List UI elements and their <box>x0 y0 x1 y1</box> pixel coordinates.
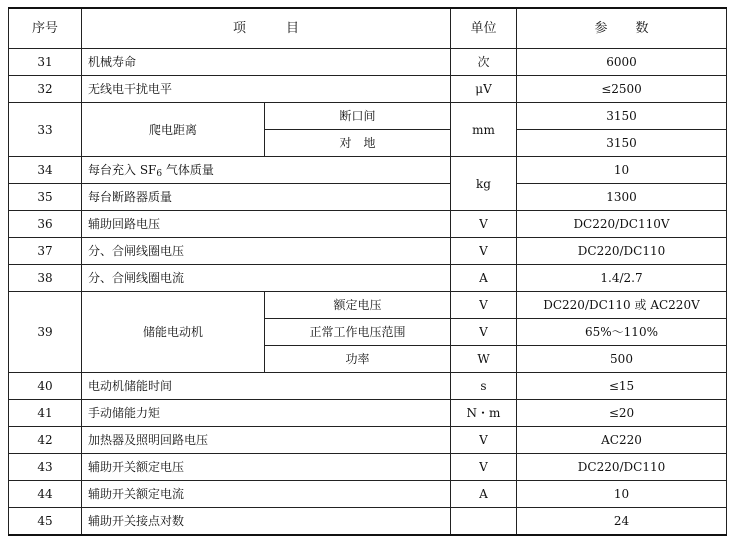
table-row <box>9 427 727 454</box>
row-subitem: 功率 <box>265 346 451 373</box>
row-no: 38 <box>9 265 82 292</box>
row-item: 储能电动机 <box>82 292 265 373</box>
table-row <box>9 184 727 211</box>
table-row <box>9 238 727 265</box>
row-no: 42 <box>9 427 82 454</box>
table-row <box>9 454 727 481</box>
row-item: 分、合闸线圈电流 <box>82 265 451 292</box>
row-unit: A <box>451 265 517 292</box>
row-no: 44 <box>9 481 82 508</box>
row-unit: kg <box>451 157 517 211</box>
row-subitem: 正常工作电压范围 <box>265 319 451 346</box>
row-value: AC220 <box>517 427 727 454</box>
row-no: 34 <box>9 157 82 184</box>
row-unit: N・m <box>451 400 517 427</box>
row-item: 辅助回路电压 <box>82 211 451 238</box>
table-row <box>9 103 727 130</box>
row-unit: V <box>451 319 517 346</box>
row-value: 65%～110% <box>517 319 727 346</box>
row-item: 辅助开关额定电压 <box>82 454 451 481</box>
row-no: 36 <box>9 211 82 238</box>
row-unit: V <box>451 427 517 454</box>
row-value: 1300 <box>517 184 727 211</box>
row-unit <box>451 508 517 536</box>
table-row <box>9 265 727 292</box>
header-item: 项 目 <box>82 8 451 49</box>
table-row <box>9 508 727 536</box>
row-item: 机械寿命 <box>82 49 451 76</box>
row-item: 分、合闸线圈电压 <box>82 238 451 265</box>
row-no: 39 <box>9 292 82 373</box>
row-item: 每台断路器质量 <box>82 184 451 211</box>
table-row <box>9 157 727 184</box>
row-item: 电动机储能时间 <box>82 373 451 400</box>
row-value: 10 <box>517 481 727 508</box>
row-value: 6000 <box>517 49 727 76</box>
row-value: DC220/DC110V <box>517 211 727 238</box>
table-row <box>9 481 727 508</box>
row-unit: A <box>451 481 517 508</box>
row-unit: V <box>451 211 517 238</box>
row-unit: s <box>451 373 517 400</box>
table-row <box>9 400 727 427</box>
row-value: 1.4/2.7 <box>517 265 727 292</box>
header-seq: 序号 <box>9 8 82 49</box>
row-value: ≤15 <box>517 373 727 400</box>
row-item: 辅助开关接点对数 <box>82 508 451 536</box>
row-no: 45 <box>9 508 82 536</box>
row-unit: μV <box>451 76 517 103</box>
spec-table <box>8 7 727 536</box>
header-row <box>9 8 727 49</box>
row-value: 3150 <box>517 130 727 157</box>
row-no: 43 <box>9 454 82 481</box>
row-value: ≤2500 <box>517 76 727 103</box>
row-subitem: 断口间 <box>265 103 451 130</box>
row-value: 500 <box>517 346 727 373</box>
row-subitem: 对 地 <box>265 130 451 157</box>
row-value: ≤20 <box>517 400 727 427</box>
row-subitem: 额定电压 <box>265 292 451 319</box>
row-value: DC220/DC110 <box>517 454 727 481</box>
row-unit: V <box>451 454 517 481</box>
table-row <box>9 76 727 103</box>
row-item: 加热器及照明回路电压 <box>82 427 451 454</box>
row-no: 40 <box>9 373 82 400</box>
row-item: 无线电干扰电平 <box>82 76 451 103</box>
row-item: 辅助开关额定电流 <box>82 481 451 508</box>
row-no: 35 <box>9 184 82 211</box>
header-unit: 单位 <box>451 8 517 49</box>
row-value: DC220/DC110 或 AC220V <box>517 292 727 319</box>
row-no: 31 <box>9 49 82 76</box>
row-item: 每台充入 $SF_6$ 气体质量 <box>82 157 451 184</box>
table-row <box>9 373 727 400</box>
row-item: 爬电距离 <box>82 103 265 157</box>
row-no: 32 <box>9 76 82 103</box>
row-unit: 次 <box>451 49 517 76</box>
row-no: 37 <box>9 238 82 265</box>
row-value: 10 <box>517 157 727 184</box>
row-item: 手动储能力矩 <box>82 400 451 427</box>
row-no: 41 <box>9 400 82 427</box>
row-no: 33 <box>9 103 82 157</box>
table-row <box>9 211 727 238</box>
row-value: 3150 <box>517 103 727 130</box>
row-unit: V <box>451 238 517 265</box>
table-row <box>9 292 727 319</box>
row-unit: V <box>451 292 517 319</box>
row-value: 24 <box>517 508 727 536</box>
table-row <box>9 49 727 76</box>
row-unit: mm <box>451 103 517 157</box>
header-param: 参 数 <box>517 8 727 49</box>
row-unit: W <box>451 346 517 373</box>
row-value: DC220/DC110 <box>517 238 727 265</box>
